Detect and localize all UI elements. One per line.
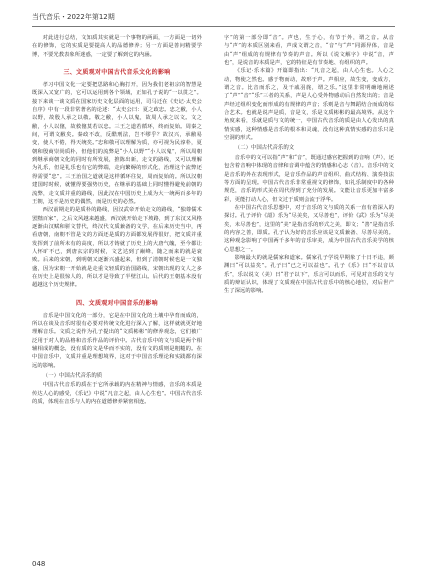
paragraph: 对此进行总结，文知质其实就是一个事物的两面，一方面是一切外在的修饰，它的实质是要提高人的品德修养；另一方面是善问精要学博，不要光教表象所迷惑，一定要了解到它的内涵。: [32, 35, 202, 58]
paragraph: 影响最大的就是儒家和道家。儒家孔子学说早期象了十日不违，颜渊曰“可以益矣”。孔子曰“已之可以益也”。孔子《乐》曰“不以音以乐”，乐以说文（美）曰“君子以下”，乐言可以而乐，可见对音乐的文与质的辩证认识，体现了文质观在中国古代音乐中的核心地位，对后世产生了深远的影响。: [224, 254, 394, 295]
right-column: [224, 34, 394, 554]
paragraph: 字”的第一部分即“音”。声也，生于心，有节于外，谓之音。从音与“声”的本质区别来看，声成文谓之音，“音”与“声”同源异体，音是由“声”组成的有规律有节奏的声音。所以《说文解字》中说“音，声也”，是说音的本质是声，它的特征是有节奏地、有组织的声。: [224, 35, 394, 67]
paragraph: 孝习中国文化一定要把思路和心胸打开，因为我们老祖宗的智慧是既深入又宽广的，它可以运用到各个领域，正如孔子说的“一以贯之”。接下来谈一谈文质在国家历史文化层面的运用，司马迁在《史记·太史公自序》中有一段非常著名的论述：“太史公曰：夏之政忠。忠之敝，小人以野，故殷人承之以敬。敬之敝，小人以鬼，故周人承之以文。文之敝，小人以僿，故救僿莫若以忠。三王之道若循环，终而复始。周秦之间，可谓文敝矣。秦政不改，反酷刑法，岂不缪乎？故汉兴，承敝易变，使人不倦，得天统矣。”忠和敬可以理解为质，亦可视为民淳朴，夏朝和殷商崇尚质朴，但他们的流弊是“小人以野”“小人以鬼”，所以周朝到继承商朝文化的同时有所发展，推陈出新，走文的路线，又可以理解为礼乐，但是礼乐也有它的弊端，走向繁缛的形式化，治理这个流弊还得需要“忠”。三王治国之道就是这样循环往复，周而复始的。所以汉朝建国时时候，就懂得要强势历史，在继承的基础上同时懂得避免前朝的流弊，走文质并重的路线，因此汉在中国历史上成为大一统两百多年的王朝，这不是历史的偶然，而是历史的必然。: [32, 82, 202, 205]
subsection-heading: （一）中国古代音乐的质: [42, 373, 103, 380]
header-divider: [32, 26, 395, 27]
paragraph: 中国古代音乐的质在于它所承载的内在精神与情感，音乐的本质是传达人心的感受，《乐记》中说“凡音之起，由人心生也”。中国古代音乐的质，体现在音乐与人的内在道德修养紧密相连。: [32, 382, 202, 406]
section-heading-4: 四、文质观对中国音乐的影响: [76, 299, 158, 307]
page-number: 048: [32, 560, 46, 568]
paragraph: 音乐是中国文化的一部分，它是在中国文化的土壤中孕育而成的，所以在谈及音乐时很有必要对传统文化进行深入了解，这样就就更好地理解音乐。文质之说作为孔子提出的“文质彬彬”的修养观念，它们被广泛用于对人的品格和音乐作品的评价中。古代音乐中的文与质是两个相辅相成的概念，没有质的文是华而不实的，没有文的质则是粗糙的。在中国音乐中，文质并重是理想境界，这对于中国音乐理论和实践都有深远的影响。: [32, 312, 202, 369]
paragraph: 音乐中的文可以指“声”和“音”，既通过感官把握到的音响（声），还包含着音响中体现的音律和音调中蕴含的情感和心志（音）。音乐中的文是音乐的外在表现形式，是音乐作品的声音组织、曲式结构、演奏技法等方面的呈现。中国古代音乐非常重视文的修饰，如礼乐制度中的各种规范，音乐的形式美在周代得到了充分的发展。文能让音乐更加丰富多彩，更能打动人心，但文过于质则会流于浮华。: [224, 154, 394, 203]
left-column: [32, 34, 202, 554]
paragraph: 《乐记·乐本篇》开篇即指出：“凡音之起，由人心生也。人心之动，物使之然也。感于物而动，故形于声。声相应，故生变，变成方，谓之音。比音而乐之，及干戚羽旄，谓之乐。”这里非常明确地阐述了“声”“音”“乐”三者的关系，声是人心受外物感动后自然发出的；音是声经过组织变化而形成的有规律的声音；乐则是音与舞蹈结合而成的综合艺术。也就是说声是质，音是文，乐是文质彬彬的最高境界。从这个角度来看，乐就是质与文的统一，中国古代音乐的质是由人心发出的真情实感，这种情感是音乐的根本和灵魂，没有这种真情实感的音乐只是空洞的形式。: [224, 68, 394, 142]
section-heading-3: 三、文质观对中国古代音乐文化的影响: [63, 69, 171, 77]
page-header: [32, 12, 395, 26]
paragraph: 在中国古代音乐思想中，对于音乐的文与质的关系一直有着深入的探讨。孔子评价《韶》乐为“尽美矣，又尽善也”，评价《武》乐为“尽美矣，未尽善也”，这里的“美”是指音乐的形式之美，即文；“善”是指音乐的内容之善，即质。孔子认为好的音乐应该是文质兼备、尽善尽美的。这种观念影响了中国两千多年的音乐审美，成为中国古代音乐美学的核心思想之一。: [224, 204, 394, 253]
subsection-heading: （二）中国古代音乐的文: [234, 145, 295, 152]
paragraph: 西汉前期走的是质朴的路线，因汉武帝开始走文的路线，“独尊儒术罢黜百家”，之后文风越来越盛，西汉就开始走下坡路，到了东汉又风格逐渐由汉赋和骈文替代，终汉代文质兼备的文学，在后来历史当中，再看唐朝，南朝不管是文的方面还是质的方面都发展得很好，把文质并重发挥到了前所未有的高度，所以才铸就了历史上的大唐气魄，至今都让人怀旷不已，到唐玄宗的时候，文艺达到了巅峰，随之而来的就是衰败。后来的宋朝，到明朝又逐渐兴盛起来，但到了清朝时候也是一文独盛，因为宋朝一开始就是走重文轻质的治国路线，宋朝出现的文人之多在历史上是很惊人的，所以才是导致了半壁江山。后代的王朝基本没有超越这个历史规律。: [32, 207, 202, 289]
journal-title: 当代音乐・2022年第12期: [32, 13, 115, 21]
